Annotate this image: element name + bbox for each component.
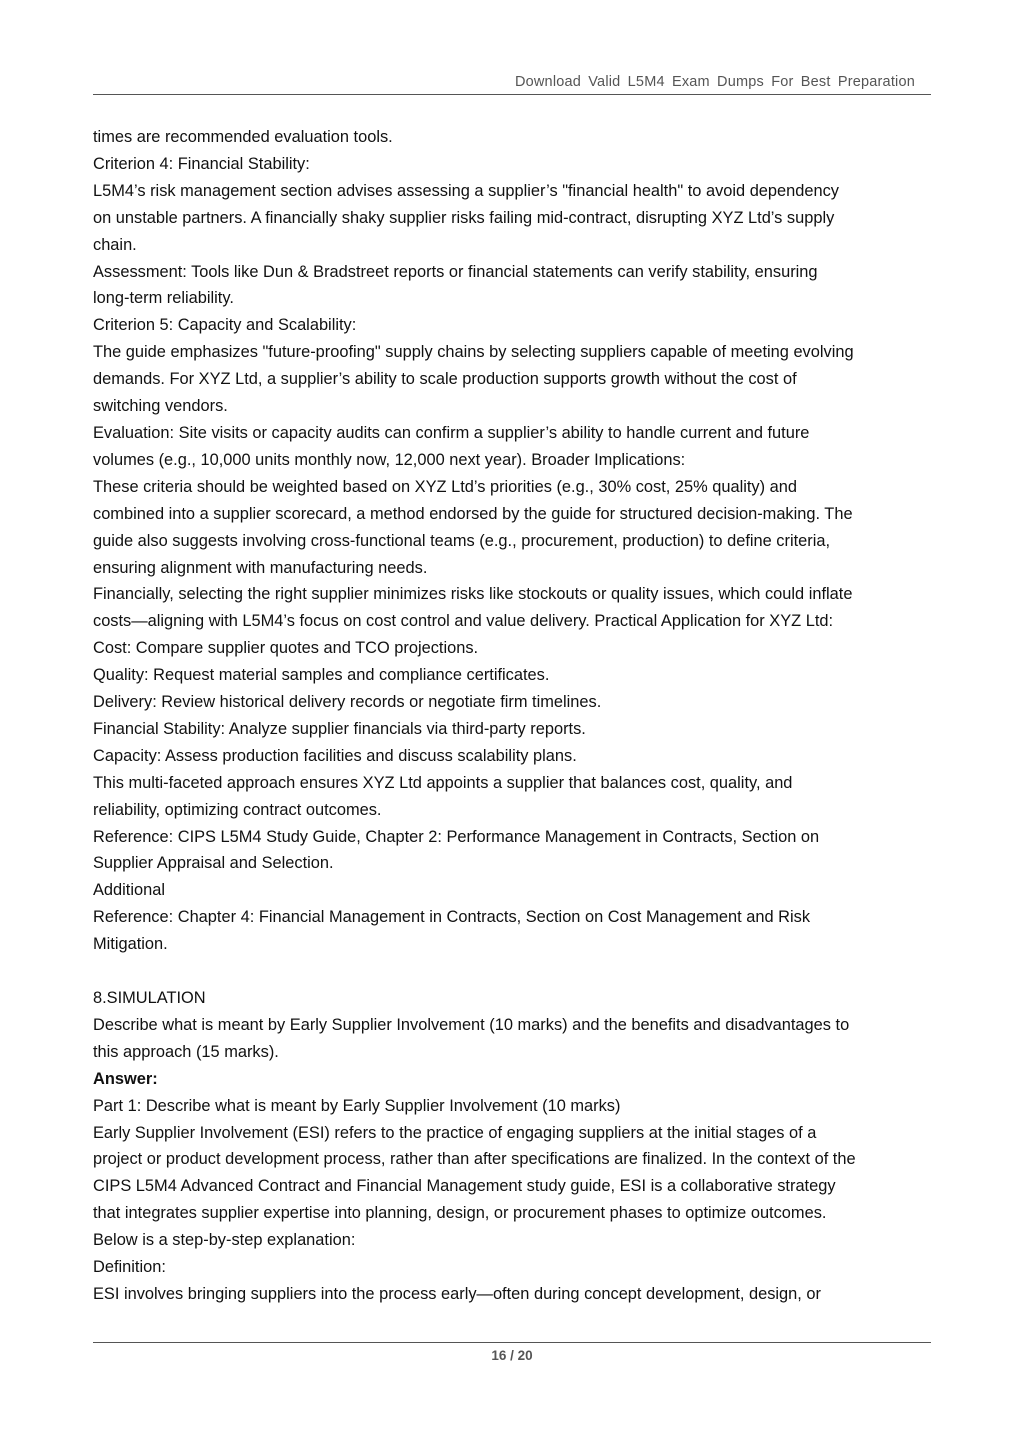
text-line: Mitigation. xyxy=(93,935,168,954)
text-line: costs—aligning with L5M4’s focus on cost control and value delivery. Practical Application for XYZ Ltd: xyxy=(93,612,834,631)
text-line: long-term reliability. xyxy=(93,289,234,308)
answer-label: Answer: xyxy=(93,1069,158,1088)
text-line: Below is a step-by-step explanation: xyxy=(93,1231,356,1250)
text-line: on unstable partners. A financially shaky supplier risks failing mid-contract, disrupting XYZ Ltd’s supply xyxy=(93,208,835,227)
page-footer xyxy=(93,1342,931,1363)
text-line: Describe what is meant by Early Supplier Involvement (10 marks) and the benefits and disadvantages to xyxy=(93,1015,850,1034)
text-line: Assessment: Tools like Dun & Bradstreet reports or financial statements can verify stability, ensuring xyxy=(93,262,818,281)
header-title: Download Valid L5M4 Exam Dumps For Best Preparation xyxy=(514,74,915,90)
text-line: Criterion 4: Financial Stability: xyxy=(93,154,310,173)
text-line: this approach (15 marks). xyxy=(93,1042,279,1061)
text-line: Criterion 5: Capacity and Scalability: xyxy=(93,316,357,335)
text-line: Delivery: Review historical delivery records or negotiate firm timelines. xyxy=(93,693,602,712)
text-line: Financially, selecting the right supplier minimizes risks like stockouts or quality issues, which could inflate xyxy=(93,585,853,604)
question-heading: 8.SIMULATION xyxy=(93,988,206,1007)
text-line: times are recommended evaluation tools. xyxy=(93,128,393,146)
text-line: L5M4’s risk management section advises assessing a supplier’s "financial health" to avoid dependency xyxy=(93,181,840,200)
text-line: Quality: Request material samples and compliance certificates. xyxy=(93,666,550,685)
text-line: Early Supplier Involvement (ESI) refers to the practice of engaging suppliers at the initial stages of a xyxy=(93,1123,817,1142)
text-line: This multi-faceted approach ensures XYZ Ltd appoints a supplier that balances cost, quality, and xyxy=(93,773,793,792)
text-line: guide also suggests involving cross-functional teams (e.g., procurement, production) to define criteria, xyxy=(93,531,831,550)
text-line: reliability, optimizing contract outcomes. xyxy=(93,800,382,819)
text-line: These criteria should be weighted based on XYZ Ltd’s priorities (e.g., 30% cost, 25% quality) and xyxy=(93,477,797,496)
text-line: Reference: CIPS L5M4 Study Guide, Chapter 2: Performance Management in Contracts, Section on xyxy=(93,827,820,846)
text-line: volumes (e.g., 10,000 units monthly now, 12,000 next year). Broader Implications: xyxy=(93,450,686,469)
text-line: ESI involves bringing suppliers into the process early—often during concept development, design, or xyxy=(93,1284,821,1303)
text-line: switching vendors. xyxy=(93,397,228,416)
text-line: demands. For XYZ Ltd, a supplier’s ability to scale production supports growth without the cost of xyxy=(93,370,797,389)
text-line: chain. xyxy=(93,235,137,254)
text-line: CIPS L5M4 Advanced Contract and Financial Management study guide, ESI is a collaborative strategy xyxy=(93,1177,836,1196)
text-line: Cost: Compare supplier quotes and TCO projections. xyxy=(93,639,479,658)
text-line: Supplier Appraisal and Selection. xyxy=(93,854,334,873)
text-line: ensuring alignment with manufacturing needs. xyxy=(93,558,428,577)
text-line: Financial Stability: Analyze supplier financials via third-party reports. xyxy=(93,719,586,738)
page-number: 16 / 20 xyxy=(491,1348,533,1363)
text-line: Definition: xyxy=(93,1258,166,1277)
text-line: Evaluation: Site visits or capacity audits can confirm a supplier’s ability to handle current and future xyxy=(93,423,810,442)
text-line: that integrates supplier expertise into planning, design, or procurement phases to optimize outcomes. xyxy=(93,1204,827,1223)
text-line: combined into a supplier scorecard, a method endorsed by the guide for structured decision-making. The xyxy=(93,504,853,523)
text-line: Part 1: Describe what is meant by Early Supplier Involvement (10 marks) xyxy=(93,1096,621,1115)
paragraph-gap xyxy=(93,958,943,985)
text-line: Additional xyxy=(93,881,165,900)
text-line: Reference: Chapter 4: Financial Management in Contracts, Section on Cost Management and Risk xyxy=(93,908,811,927)
document-body xyxy=(93,124,943,1308)
text-line: The guide emphasizes "future-proofing" supply chains by selecting suppliers capable of meeting evolving xyxy=(93,343,854,362)
text-line: Capacity: Assess production facilities and discuss scalability plans. xyxy=(93,746,577,765)
text-line: project or product development process, rather than after specifications are finalized. In the context of the xyxy=(93,1150,856,1169)
page-header xyxy=(93,72,931,95)
